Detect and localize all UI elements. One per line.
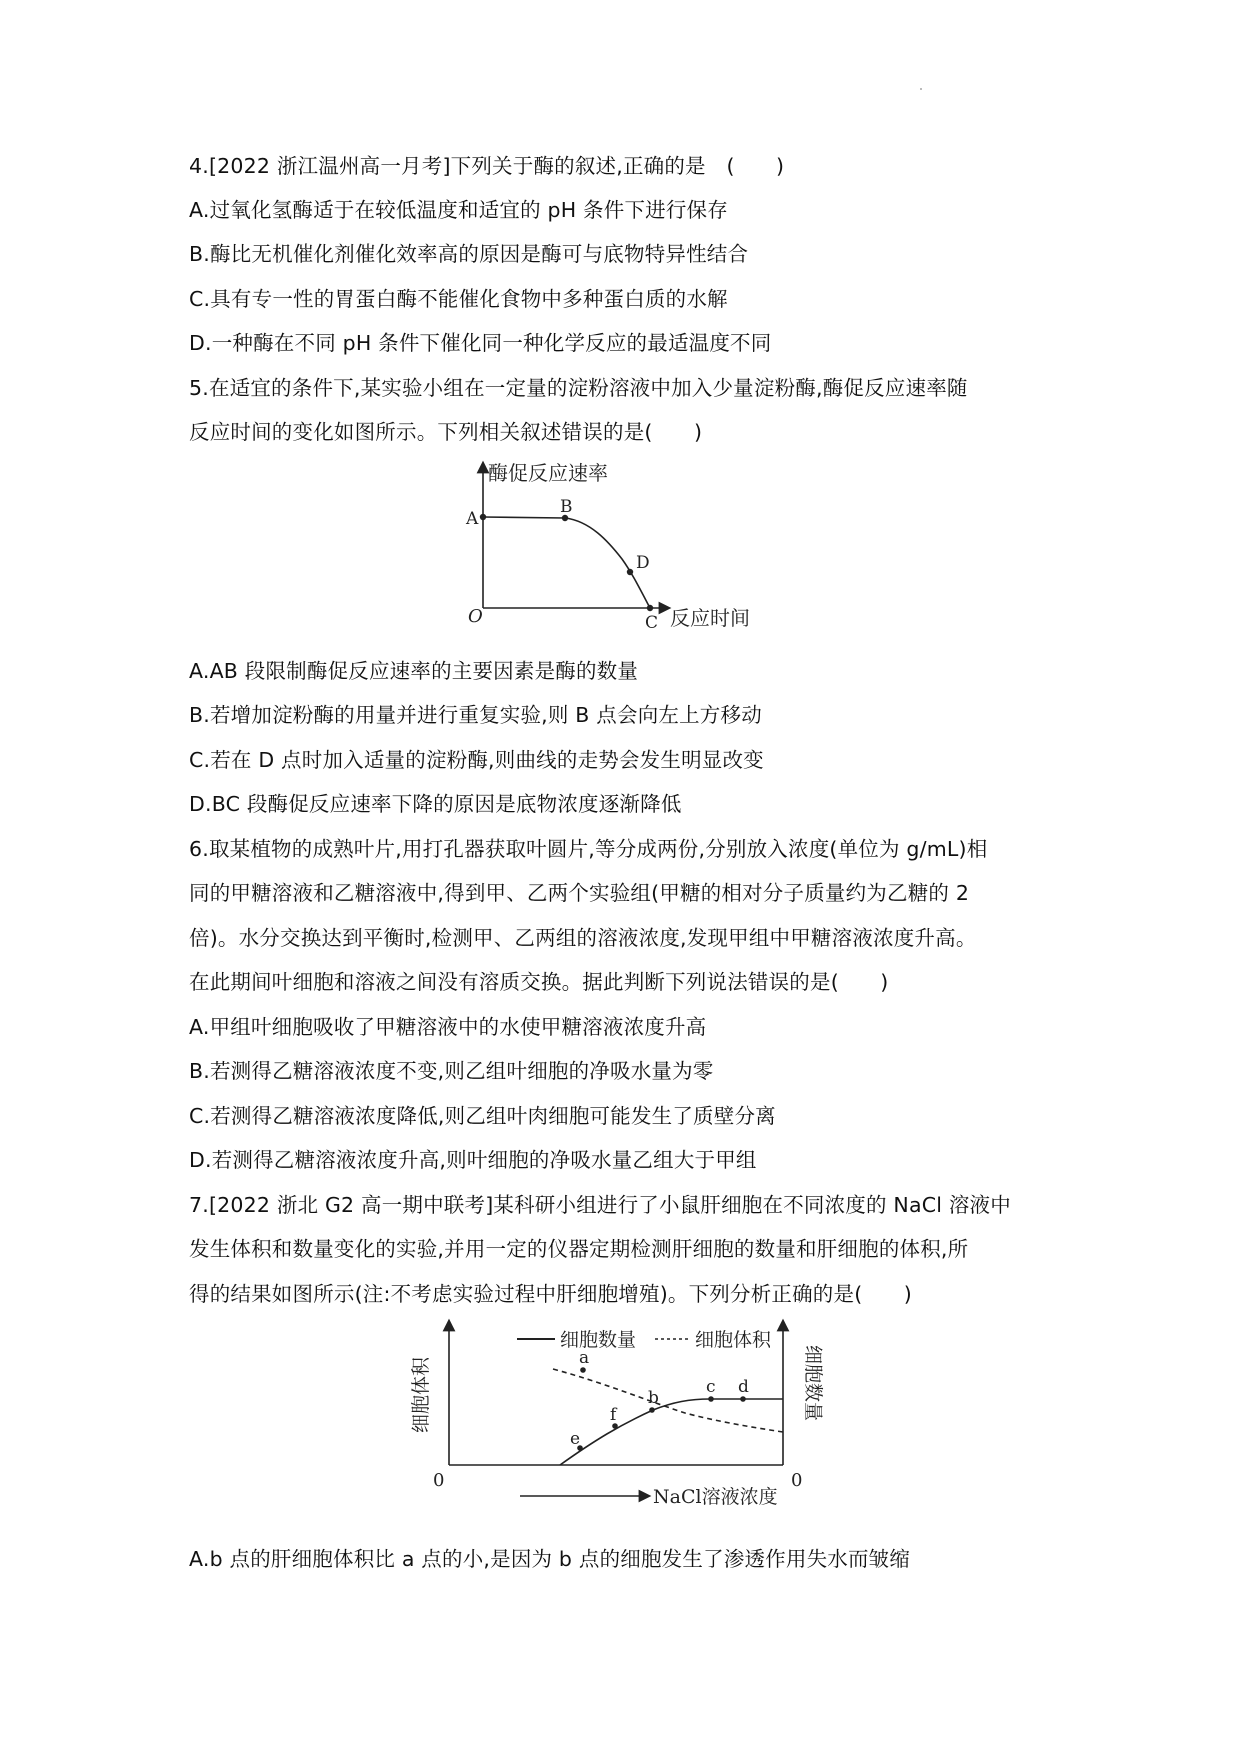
q6-option-c: C.若测得乙糖溶液浓度降低,则乙组叶肉细胞可能发生了质壁分离 [189,1104,776,1128]
q4-option-c: C.具有专一性的胃蛋白酶不能催化食物中多种蛋白质的水解 [189,287,728,311]
q7-stem-line-2: 发生体积和数量变化的实验,并用一定的仪器定期检测肝细胞的数量和肝细胞的体积,所 [189,1237,969,1261]
legend-solid-label: 细胞数量 [560,1329,637,1351]
point-a-marker [580,1367,586,1373]
scan-speck [920,88,922,90]
x-axis-label: 反应时间 [670,606,750,630]
q6-option-a: A.甲组叶细胞吸收了甲糖溶液中的水使甲糖溶液浓度升高 [189,1015,707,1039]
q5-stem-line-1: 5.在适宜的条件下,某实验小组在一定量的淀粉溶液中加入少量淀粉酶,酶促反应速率随 [189,376,968,400]
q4-option-b: B.酶比无机催化剂催化效率高的原因是酶可与底物特异性结合 [189,242,749,266]
point-c-marker [708,1396,714,1402]
q5-enzyme-rate-figure [440,455,800,640]
point-a-label: a [579,1348,590,1368]
q7-option-a: A.b 点的肝细胞体积比 a 点的小,是因为 b 点的细胞发生了渗透作用失水而皱缩 [189,1547,911,1571]
q4-stem: 4.[2022 浙江温州高一月考]下列关于酶的叙述,正确的是 ( ) [189,154,785,178]
point-e-label: e [570,1429,581,1449]
point-b-marker [649,1407,655,1413]
point-b-label: B [560,497,573,517]
right-zero-label: 0 [791,1470,803,1491]
q7-liver-cell-figure [405,1315,825,1515]
q7-stem-line-1: 7.[2022 浙北 G2 高一期中联考]某科研小组进行了小鼠肝细胞在不同浓度的 NaCl 溶液中 [189,1193,1011,1217]
origin-label: O [468,606,483,627]
cell-count-curve [560,1399,783,1465]
y-axis-label: 酶促反应速率 [488,461,608,485]
point-a-label: A [466,509,479,529]
q6-stem-line-1: 6.取某植物的成熟叶片,用打孔器获取叶圆片,等分成两份,分别放入浓度(单位为 g/mL)相 [189,837,988,861]
point-d-label: D [636,553,650,573]
point-b-label: b [648,1388,659,1408]
point-c-label: C [645,613,659,633]
q5-option-b: B.若增加淀粉酶的用量并进行重复实验,则 B 点会向左上方移动 [189,703,762,727]
point-d-marker [740,1396,746,1402]
q6-option-b: B.若测得乙糖溶液浓度不变,则乙组叶细胞的净吸水量为零 [189,1059,714,1083]
q5-option-c: C.若在 D 点时加入适量的淀粉酶,则曲线的走势会发生明显改变 [189,748,764,772]
q4-option-d: D.一种酶在不同 pH 条件下催化同一种化学反应的最适温度不同 [189,331,772,355]
right-axis-label: 细胞数量 [802,1345,824,1422]
q5-stem-line-2: 反应时间的变化如图所示。下列相关叙述错误的是( ) [189,420,703,444]
q6-option-d: D.若测得乙糖溶液浓度升高,则叶细胞的净吸水量乙组大于甲组 [189,1148,757,1172]
point-d-marker [627,569,633,575]
q6-stem-line-3: 倍)。水分交换达到平衡时,检测甲、乙两组的溶液浓度,发现甲组中甲糖溶液浓度升高。 [189,926,977,950]
left-zero-label: 0 [433,1470,445,1491]
point-c-label: c [706,1377,716,1397]
q5-option-d: D.BC 段酶促反应速率下降的原因是底物浓度逐渐降低 [189,792,682,816]
point-c-marker [647,605,653,611]
point-a-marker [480,514,486,520]
q4-option-a: A.过氧化氢酶适于在较低温度和适宜的 pH 条件下进行保存 [189,198,728,222]
legend-dashed-label: 细胞体积 [695,1329,772,1351]
rate-curve [483,517,650,608]
point-d-label: d [738,1377,749,1397]
q7-stem-line-3: 得的结果如图所示(注:不考虑实验过程中肝细胞增殖)。下列分析正确的是( ) [189,1282,912,1306]
x-axis-label: NaCl溶液浓度 [653,1486,778,1508]
q6-stem-line-4: 在此期间叶细胞和溶液之间没有溶质交换。据此判断下列说法错误的是( ) [189,970,889,994]
q6-stem-line-2: 同的甲糖溶液和乙糖溶液中,得到甲、乙两个实验组(甲糖的相对分子质量约为乙糖的 2 [189,881,970,905]
left-axis-label: 细胞体积 [410,1356,432,1433]
q5-option-a: A.AB 段限制酶促反应速率的主要因素是酶的数量 [189,659,639,683]
point-f-label: f [610,1405,617,1425]
